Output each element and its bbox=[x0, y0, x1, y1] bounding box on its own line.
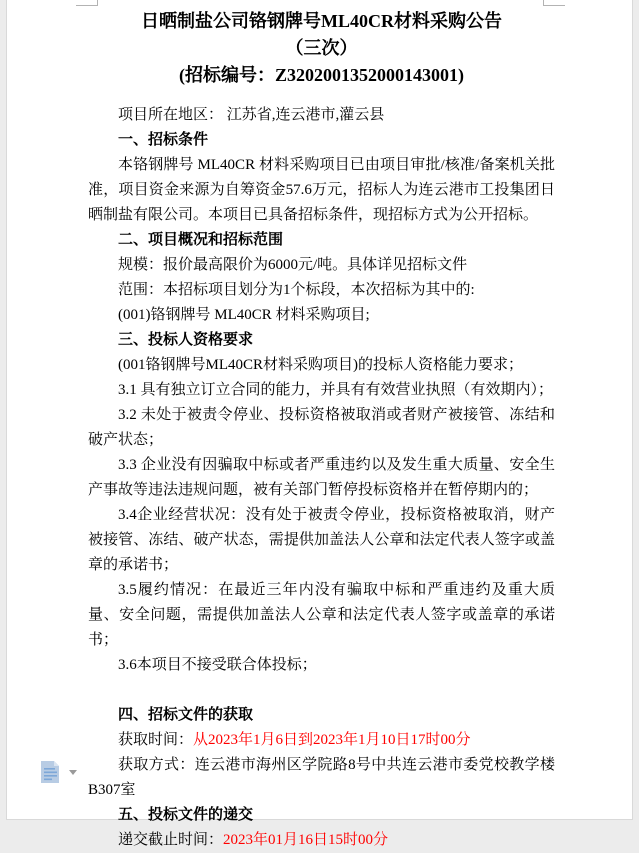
paragraph bbox=[88, 403, 555, 453]
text-run: 项目所在地区： 江苏省,连云港市,灌云县 bbox=[118, 107, 385, 123]
text-run: 四、招标文件的获取 bbox=[118, 707, 254, 723]
paragraph bbox=[88, 378, 555, 403]
text-run: 范围：本招标项目划分为1个标段，本次招标为其中的: bbox=[118, 282, 475, 298]
paragraph bbox=[88, 153, 555, 228]
section-heading bbox=[88, 328, 555, 353]
paragraph bbox=[88, 653, 555, 678]
highlighted-date-text: 从2023年1月6日到2023年1月10日17时00分 bbox=[193, 732, 471, 748]
text-run: 3.3 企业没有因骗取中标或者严重违约以及发生重大质量、安全生产事故等违法违规问题，被有关部门暂停投标资格并在暂停期内的； bbox=[88, 457, 555, 498]
text-run: 3.1 具有独立订立合同的能力，并具有有效营业执照（有效期内）； bbox=[118, 382, 554, 398]
paragraph bbox=[88, 103, 555, 128]
text-run: 递交截止时间： bbox=[118, 832, 224, 848]
paragraph bbox=[88, 728, 555, 753]
text-run: 获取方式：连云港市海州区学院路8号中共连云港市委党校教学楼B307室 bbox=[88, 757, 555, 798]
section-heading bbox=[88, 128, 555, 153]
paragraph bbox=[88, 828, 555, 853]
paragraph bbox=[88, 503, 555, 578]
text-run: 3.4企业经营状况：没有处于被责令停业，投标资格被取消，财产被接管、冻结、破产状态，需提供加盖法人公章和法定代表人签字或盖章的承诺书； bbox=[88, 507, 555, 573]
document-body bbox=[88, 103, 555, 853]
title-line-2: （三次） bbox=[285, 38, 358, 58]
paste-options-button[interactable] bbox=[39, 758, 85, 786]
text-boundary-mark-left bbox=[76, 0, 98, 6]
paragraph bbox=[88, 578, 555, 653]
title-line-3: (招标编号：Z3202001352000143001) bbox=[179, 65, 464, 85]
text-run: 获取时间： bbox=[118, 732, 194, 748]
title-line-1: 日晒制盐公司铬钢牌号ML40CR材料采购公告 bbox=[141, 11, 502, 31]
text-run: 一、招标条件 bbox=[118, 132, 209, 148]
paragraph bbox=[88, 278, 555, 303]
paragraph bbox=[88, 753, 555, 803]
paragraph bbox=[88, 353, 555, 378]
document-page bbox=[6, 0, 633, 848]
section-heading bbox=[88, 228, 555, 253]
text-run: (001)铬钢牌号 ML40CR 材料采购项目; bbox=[118, 307, 370, 323]
text-run: 二、项目概况和招标范围 bbox=[118, 232, 284, 248]
text-run: 3.5履约情况：在最近三年内没有骗取中标和严重违约及重大质量、安全问题，需提供加盖法人公章和法定代表人签字或盖章的承诺书； bbox=[88, 582, 555, 648]
text-run: 三、投标人资格要求 bbox=[118, 332, 254, 348]
text-run: 规模：报价最高限价为6000元/吨。具体详见招标文件 bbox=[118, 257, 468, 273]
paragraph bbox=[88, 303, 555, 328]
text-run: 本铬钢牌号 ML40CR 材料采购项目已由项目审批/核准/备案机关批准，项目资金来源为自筹资金57.6万元，招标人为连云港市工投集团日晒制盐有限公司。本项目已具备招标条件，现招标方式为公开招标。 bbox=[88, 157, 555, 223]
highlighted-date-text: 2023年01月16日15时00分 bbox=[223, 832, 389, 848]
text-run: 3.2 未处于被责令停业、投标资格被取消或者财产被接管、冻结和破产状态； bbox=[88, 407, 555, 448]
chevron-down-icon[interactable] bbox=[69, 770, 77, 775]
paragraph bbox=[88, 253, 555, 278]
section-heading bbox=[88, 803, 555, 828]
document-content bbox=[88, 8, 555, 853]
text-run: 3.6本项目不接受联合体投标； bbox=[118, 657, 317, 673]
text-run: (001铬钢牌号ML40CR材料采购项目)的投标人资格能力要求； bbox=[118, 357, 524, 373]
paragraph bbox=[88, 678, 555, 703]
section-heading bbox=[88, 703, 555, 728]
paragraph bbox=[88, 453, 555, 503]
document-title bbox=[88, 8, 555, 89]
clipboard-paste-icon bbox=[39, 760, 61, 784]
text-boundary-mark-right bbox=[543, 0, 565, 6]
text-run: 五、投标文件的递交 bbox=[118, 807, 254, 823]
